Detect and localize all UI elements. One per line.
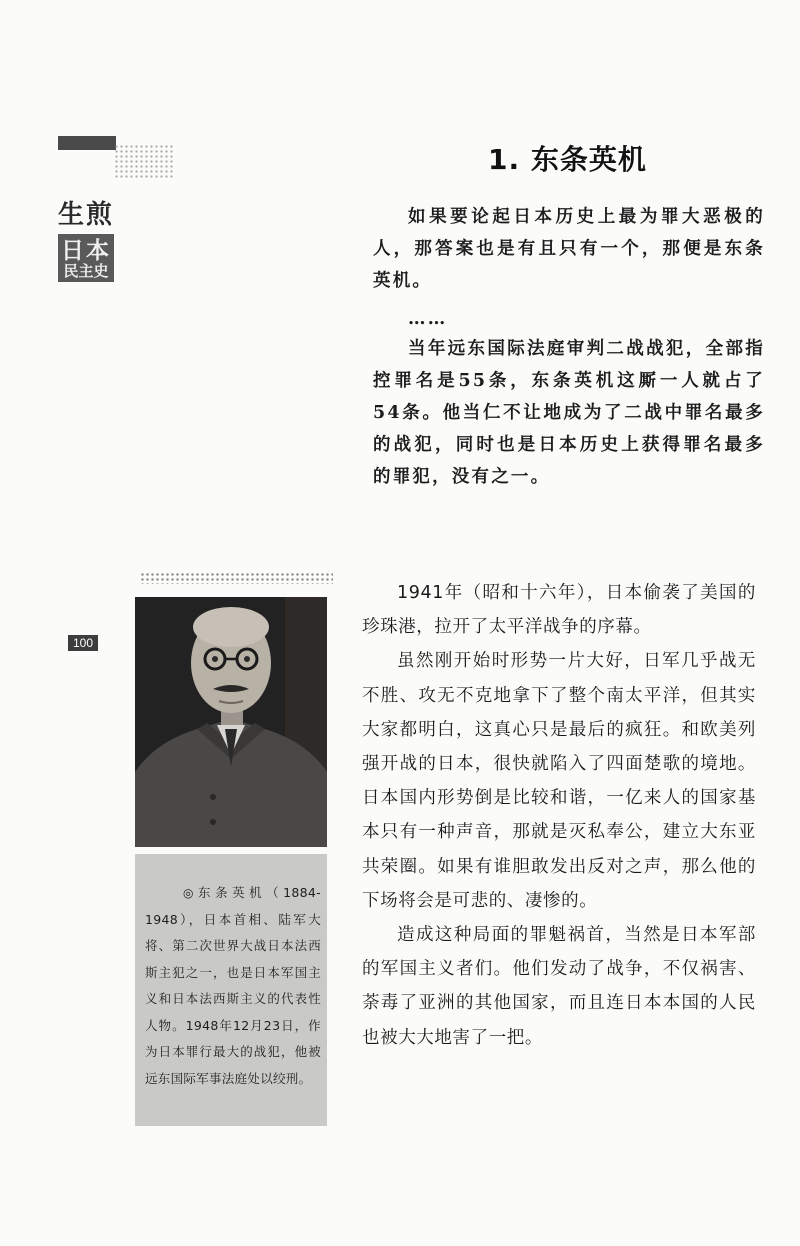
body-paragraph: 1941年（昭和十六年），日本偷袭了美国的珍珠港，拉开了太平洋战争的序幕。: [362, 583, 756, 638]
body-text: [362, 576, 756, 1055]
section-title: 1. 东条英机: [488, 143, 647, 176]
photo-caption: [145, 880, 321, 1092]
logo-subtitle: 民主史: [63, 262, 109, 280]
photo-dot-border: [140, 572, 333, 584]
body-paragraph: 造成这种局面的罪魁祸首，当然是日本军部的军国主义者们。他们发动了战争，不仅祸害、荼毒了亚洲的其他国家，而且连日本本国的人民也被大大地害了一把。: [362, 925, 756, 1048]
portrait-illustration: [135, 597, 327, 847]
caption-bullet-icon: ◎: [183, 886, 199, 900]
logo-script-text: 生煎: [58, 200, 115, 230]
body-paragraph: 虽然刚开始时形势一片大好，日军几乎战无不胜、攻无不克地拿下了整个南太平洋，但其实大家都明白，这真心只是最后的疯狂。和欧美列强开战的日本，很快就陷入了四面楚歌的境地。日本国内形势倒是比较和谐，一亿来人的国家基本只有一种声音，那就是灭私奉公，建立大东亚共荣圈。如果有谁胆敢发出反对之声，那么他的下场将会是可悲的、凄惨的。: [362, 651, 756, 911]
quote-paragraph: 如果要论起日本历史上最为罪大恶极的人，那答案也是有且只有一个，那便是东条英机。: [373, 207, 765, 291]
page-number: 100: [68, 635, 98, 651]
logo-title: 日本: [61, 237, 111, 264]
quote-block: [373, 201, 765, 501]
portrait-photo: [135, 597, 327, 847]
photo-caption-text: 东条英机（1884-1948），日本首相、陆军大将、第二次世界大战日本法西斯主犯之一，也是日本军国主义和日本法西斯主义的代表性人物。1948年12月23日，作为日本罪行最大的战犯，他被远东国际军事法庭处以绞刑。: [145, 885, 321, 1086]
series-logo: [58, 136, 120, 280]
logo-bar: [58, 136, 116, 150]
quote-paragraph: 当年远东国际法庭审判二战战犯，全部指控罪名是55条，东条英机这厮一人就占了54条。他当仁不让地成为了二战中罪名最多的战犯，同时也是日本历史上获得罪名最多的罪犯，没有之一。: [373, 339, 765, 487]
quote-ellipsis: ……: [408, 309, 448, 329]
logo-dot-pattern: [114, 144, 174, 178]
